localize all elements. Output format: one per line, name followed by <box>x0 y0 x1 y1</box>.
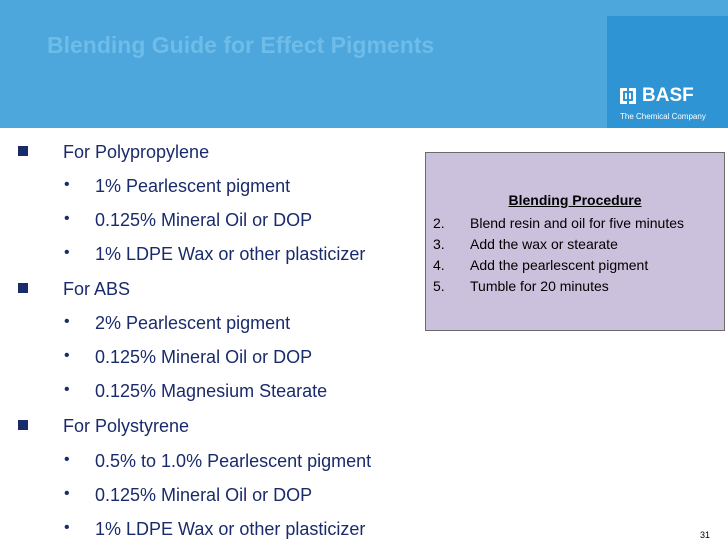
page-number: 31 <box>700 530 711 540</box>
section-bullet <box>18 283 28 293</box>
section-bullet <box>18 420 28 430</box>
section-bullet <box>18 146 28 156</box>
basf-tagline: The Chemical Company <box>620 112 706 121</box>
step-number: 3. <box>433 236 445 252</box>
list-bullet: • <box>64 347 70 364</box>
step-text: Blend resin and oil for five minutes <box>470 215 684 231</box>
basf-mark-icon <box>620 88 636 104</box>
list-bullet: • <box>64 485 70 502</box>
slide-title: Blending Guide for Effect Pigments <box>47 32 435 58</box>
step-number: 4. <box>433 257 445 273</box>
list-bullet: • <box>64 313 70 330</box>
basf-logo <box>607 16 728 128</box>
step-text: Add the wax or stearate <box>470 236 618 252</box>
list-bullet: • <box>64 210 70 227</box>
list-bullet: • <box>64 519 70 536</box>
list-item: 0.125% Mineral Oil or DOP <box>95 485 313 505</box>
step-number: 2. <box>433 215 445 231</box>
header-band <box>0 0 728 128</box>
basf-wordmark: BASF <box>642 85 694 106</box>
list-item: 1% LDPE Wax or other plasticizer <box>95 519 366 539</box>
blending-procedure-box <box>425 152 725 331</box>
list-item: 0.5% to 1.0% Pearlescent pigment <box>95 451 372 471</box>
list-item: 0.125% Magnesium Stearate <box>95 381 328 401</box>
step-text: Add the pearlescent pigment <box>470 257 649 273</box>
list-bullet: • <box>64 451 70 468</box>
section-heading: For Polypropylene <box>63 142 210 162</box>
step-text: Tumble for 20 minutes <box>470 278 609 294</box>
list-bullet: • <box>64 244 70 261</box>
list-bullet: • <box>64 381 70 398</box>
section-heading: For ABS <box>63 279 131 299</box>
step-number: 5. <box>433 278 445 294</box>
list-bullet: • <box>64 176 70 193</box>
list-item: 0.125% Mineral Oil or DOP <box>95 210 313 230</box>
list-item: 1% LDPE Wax or other plasticizer <box>95 244 366 264</box>
list-item: 2% Pearlescent pigment <box>95 313 291 333</box>
list-item: 1% Pearlescent pigment <box>95 176 291 196</box>
section-heading: For Polystyrene <box>63 416 190 436</box>
procedure-title: Blending Procedure <box>508 192 642 208</box>
list-item: 0.125% Mineral Oil or DOP <box>95 347 313 367</box>
